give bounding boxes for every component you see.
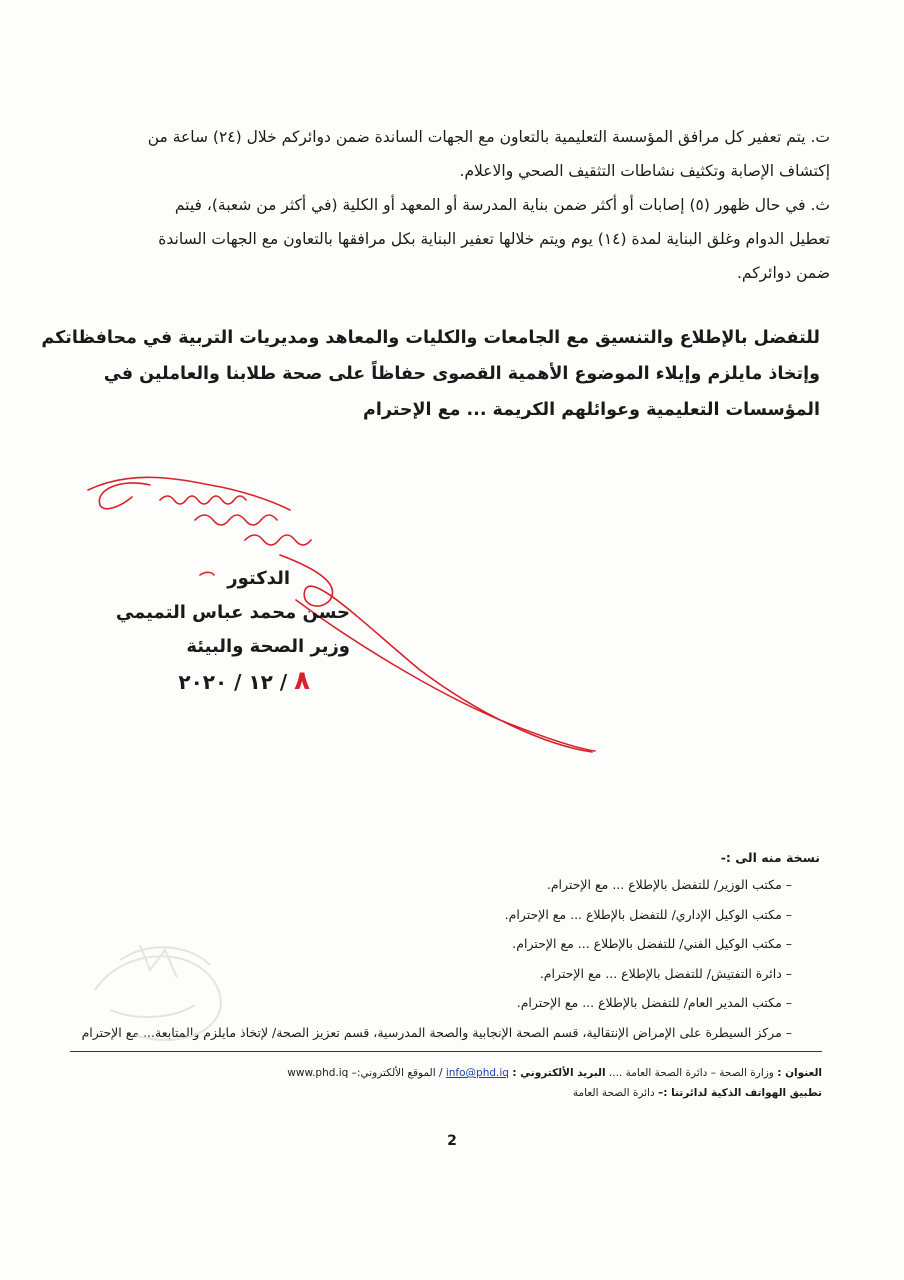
date-month-year: / ١٢ / ٢٠٢٠ [178, 670, 288, 694]
footer-divider [70, 1051, 822, 1052]
app-value: دائرة الصحة العامة [572, 1087, 655, 1099]
paragraph-line: ضمن دوائركم. [736, 264, 830, 282]
signer-position: وزير الصحة والبيئة [186, 636, 350, 657]
paragraph-tha [70, 188, 830, 290]
paragraph-line: ث. في حال ظهور (٥) إصابات أو أكثر ضمن بناية المدرسة أو المعهد أو الكلية (في أكثر من شعبة)، فيتم [174, 196, 830, 214]
closing-line: وإتخاذ مايلزم وإيلاء الموضوع الأهمية القصوى حفاظاً على صحة طلابنا والعاملين في [103, 364, 820, 384]
email-label: البريد الألكتروني : [512, 1067, 606, 1079]
footer [270, 1063, 822, 1103]
paragraph-line: ت. يتم تعفير كل مرافق المؤسسة التعليمية بالتعاون مع الجهات الساندة ضمن دوائركم خلال (٢٤) ساعة من [147, 128, 830, 146]
signature-block [100, 562, 350, 699]
address-value: وزارة الصحة – دائرة الصحة العامة .... [608, 1067, 774, 1079]
closing-line: المؤسسات التعليمية وعوائلهم الكريمة ... مع الإحترام [363, 400, 820, 420]
footer-contact-line [270, 1063, 822, 1083]
copy-recipient: – مركز السيطرة على الإمراض الإنتقالية، قسم الصحة الإنجابية والصحة المدرسية، قسم تعزيز الصحة/ لإتخاذ مايلزم والمتابعة... مع الإحترام [81, 1024, 792, 1040]
copy-recipient: – مكتب الوكيل الإداري/ للتفضل بالإطلاع ... مع الإحترام. [504, 906, 792, 922]
paragraph-ta [70, 120, 830, 188]
address-label: العنوان : [777, 1067, 822, 1079]
signer-title: الدكتور [227, 568, 290, 589]
website-label: / الموقع الألكتروني:– [351, 1067, 443, 1079]
page-number: 2 [447, 1133, 457, 1149]
paragraph-line: إكتشاف الإصابة وتكثيف نشاطات التثقيف الصحي والاعلام. [459, 162, 830, 180]
closing-paragraph [41, 320, 820, 428]
date-day-handwritten: ٨ [294, 666, 310, 696]
footer-app-line [270, 1083, 822, 1103]
app-label: تطبيق الهواتف الذكية لدائرتنا :– [657, 1087, 822, 1099]
closing-line: للتفضل بالإطلاع والتنسيق مع الجامعات والكليات والمعاهد ومديريات التربية في محافظاتكم [41, 328, 820, 348]
signature-date [100, 664, 350, 699]
copies-list [70, 870, 792, 1047]
copy-recipient: – مكتب الوكيل الفني/ للتفضل بالإطلاع ... مع الإحترام. [512, 936, 792, 951]
copy-recipient: – مكتب المدير العام/ للتفضل بالإطلاع ... مع الإحترام. [516, 995, 792, 1010]
copies-heading: نسخة منه الى :- [720, 850, 820, 865]
email-link[interactable]: info@phd.iq [445, 1067, 509, 1079]
copy-recipient: – مكتب الوزير/ للتفضل بالإطلاع ... مع الإحترام. [546, 877, 792, 892]
signer-name: حسن محمد عباس التميمي [115, 602, 350, 623]
paragraph-line: تعطيل الدوام وغلق البناية لمدة (١٤) يوم ويتم خلالها تعفير البناية بكل مرافقها بالتعاون مع الجهات الساندة [158, 230, 830, 248]
website-link[interactable]: www.phd.iq [287, 1067, 349, 1079]
copy-recipient: – دائرة التفتيش/ للتفضل بالإطلاع ... مع الإحترام. [539, 965, 792, 981]
